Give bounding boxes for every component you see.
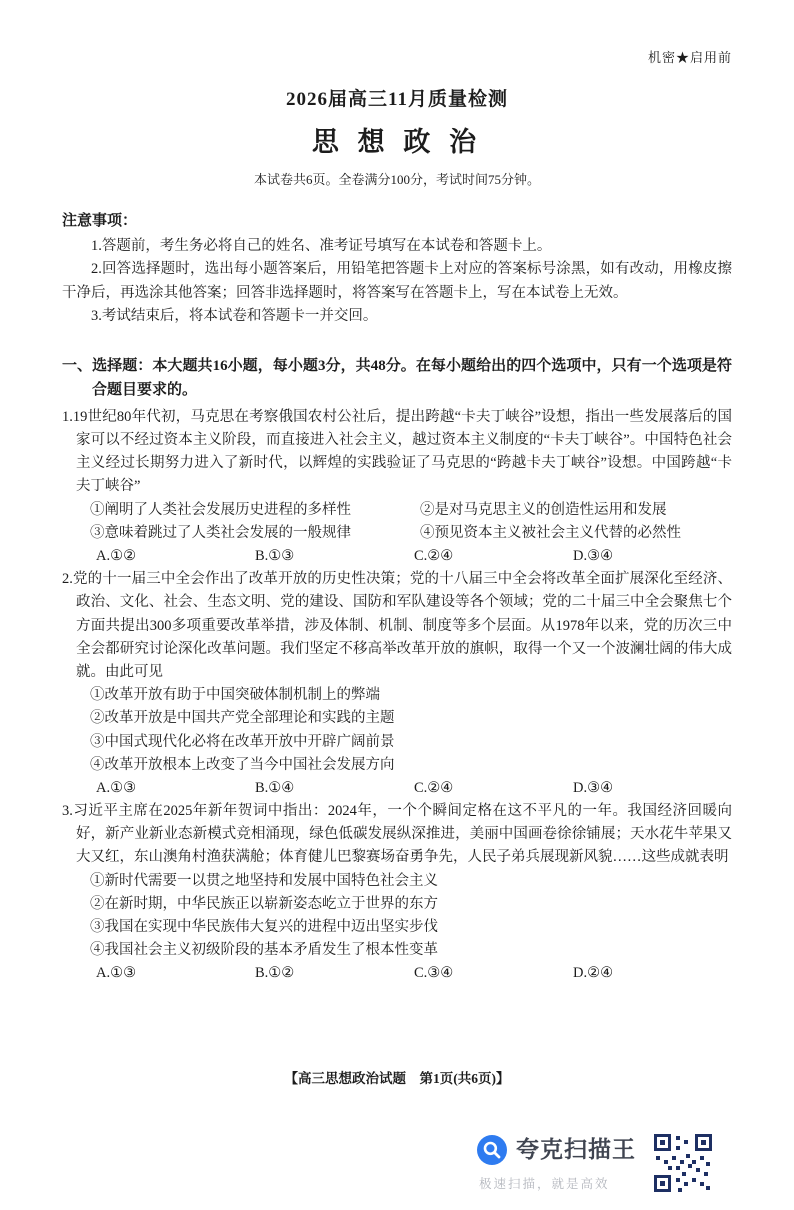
question-3-stem: 3.习近平主席在2025年新年贺词中指出：2024年，一个个瞬间定格在这不平凡的一年。我国经济回暖向好，新产业新业态新模式竞相涌现，绿色低碳发展纵深推进，美丽中国画卷徐徐铺展；天水花牛苹果又大又红，东山澳角村渔获满舱；体育健儿巴黎赛场奋勇争先，人民子弟兵展现新风貌……这些成就表明: [62, 803, 732, 866]
option-1: ①改革开放有助于中国突破体制机制上的弊端: [90, 687, 380, 704]
answer-c: C.②④: [414, 779, 454, 796]
scanner-brand-block: [477, 1131, 636, 1194]
option-2: ②是对马克思主义的创造性运用和发展: [420, 501, 667, 518]
answer-b: B.①③: [255, 548, 295, 565]
note-item-3: 3.考试结束后，将本试卷和答题卡一并交回。: [91, 307, 378, 324]
page-footer: 【高三思想政治试题 第1页(共6页)】: [284, 1071, 510, 1086]
answer-d: D.③④: [573, 548, 614, 565]
question-1-answers: [62, 545, 732, 568]
option-4: ④预见资本主义被社会主义代替的必然性: [420, 524, 681, 541]
answer-a: A.①③: [96, 779, 137, 796]
question-1-options: [62, 499, 732, 545]
confidential-label: 机密★启用前: [647, 50, 732, 65]
question-2-stem: 2.党的十一届三中全会作出了改革开放的历史性决策；党的十八届三中全会将改革全面扩展深化至经济、政治、文化、社会、生态文明、党的建设、国防和军队建设等各个领域；党的二十届三中全会聚焦七个方面共提出300多项重要改革举措，涉及体制、机制、制度等多个层面。从1978年以来，党的历次三中全会都研究讨论深化改革问题。我们坚定不移高举改革开放的旗帜，取得一个又一个波澜壮阔的伟大成就。由此可见: [62, 571, 732, 680]
option-1: ①阐明了人类社会发展历史进程的多样性: [90, 501, 351, 518]
note-item-2: 2.回答选择题时，选出每小题答案后，用铅笔把答题卡上对应的答案标号涂黑，如有改动，用橡皮擦干净后，再选涂其他答案；回答非选择题时，将答案写在答题卡上，写在本试卷上无效。: [62, 261, 732, 301]
qr-code: [652, 1132, 714, 1194]
scanner-logo-icon: [477, 1135, 507, 1165]
section-heading: 一、选择题：本大题共16小题，每小题3分，共48分。在每小题给出的四个选项中，只有一个选项是符合题目要求的。: [62, 357, 732, 398]
question-3-answers: [62, 962, 732, 985]
option-4: ④我国社会主义初级阶段的基本矛盾发生了根本性变革: [90, 942, 438, 959]
option-4: ④改革开放根本上改变了当今中国社会发展方向: [90, 756, 395, 773]
answer-d: D.②④: [573, 965, 614, 982]
question-1-stem: 1.19世纪80年代初，马克思在考察俄国农村公社后，提出跨越“卡夫丁峡谷”设想，指出一些发展落后的国家可以不经过资本主义阶段，而直接进入社会主义，越过资本主义制度的“卡夫丁峡谷”。中国特色社会主义经过长期努力进入了新时代，以辉煌的实践验证了马克思的“跨越卡夫丁峡谷”设想。中国跨越“卡夫丁峡谷”: [62, 408, 732, 495]
answer-d: D.③④: [573, 779, 614, 796]
exam-subtitle: 本试卷共6页。全卷满分100分，考试时间75分钟。: [253, 172, 540, 188]
scanner-brand-name: 夸克扫描王: [516, 1136, 636, 1163]
answer-a: A.①③: [96, 965, 137, 982]
answer-a: A.①②: [96, 548, 137, 565]
option-2: ②在新时期，中华民族正以崭新姿态屹立于世界的东方: [90, 895, 438, 912]
subject-title: 思 想 政 治: [311, 127, 483, 158]
question-3-options: [62, 870, 732, 963]
question-2: [62, 568, 732, 800]
answer-c: C.②④: [414, 548, 454, 565]
scanner-slogan: 极速扫描，就是高效: [479, 1177, 610, 1191]
option-3: ③中国式现代化必将在改革开放中开辟广阔前景: [90, 733, 395, 750]
notes-heading: 注意事项：: [62, 213, 138, 230]
option-1: ①新时代需要一以贯之地坚持和发展中国特色社会主义: [90, 872, 438, 889]
note-item-1: 1.答题前，考生务必将自己的姓名、准考证号填写在本试卷和答题卡上。: [91, 238, 552, 255]
answer-c: C.③④: [414, 965, 454, 982]
question-3: [62, 800, 732, 986]
scanner-watermark: [477, 1131, 714, 1194]
question-2-options: [62, 684, 732, 777]
option-3: ③我国在实现中华民族伟大复兴的进程中迈出坚实步伐: [90, 919, 438, 936]
option-3: ③意味着跳过了人类社会发展的一般规律: [90, 524, 351, 541]
question-1: [62, 406, 732, 568]
notes-section: [62, 209, 732, 328]
answer-b: B.①②: [255, 965, 295, 982]
question-2-answers: [62, 777, 732, 800]
option-2: ②改革开放是中国共产党全部理论和实践的主题: [90, 710, 395, 727]
exam-title: 2026届高三11月质量检测: [286, 88, 508, 110]
answer-b: B.①④: [255, 779, 295, 796]
